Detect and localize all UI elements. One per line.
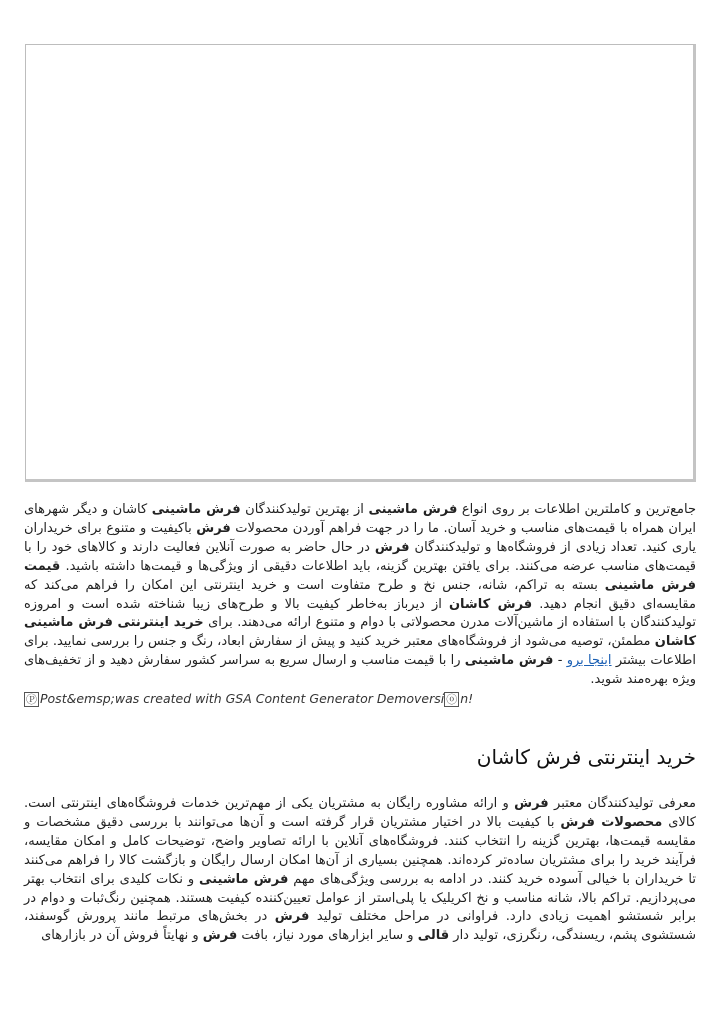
text: معرفی تولیدکنندگان معتبر — [548, 795, 696, 811]
keyword: محصولات فرش — [560, 814, 663, 830]
text: باکیفیت و متنوع برای خریداران یاری کنید. تعداد زیادی از فروشگاه‌ها و تولیدکنندگان — [24, 520, 696, 555]
text: و نکات کلیدی برای انتخاب بهتر می‌پردازیم. تراکم بالا، شانه مناسب و نخ اکریلیک یا پلی‌استر از عوامل تعیین‌کننده کیفیت هستند. همچنین رنگ‌ثبات و دوام در برابر شستشو اهمیت زیادی دارد. فراوانی در مراحل مختلف تولید — [24, 871, 696, 925]
keyword: فرش ماشینی — [368, 502, 458, 517]
keyword: فرش — [196, 520, 231, 536]
keyword: قیمت فرش ماشینی — [24, 558, 696, 593]
keyword: فرش ماشینی کاشان — [24, 615, 696, 650]
text: از بهترین تولیدکنندگان — [240, 502, 369, 517]
intro-paragraph — [24, 501, 696, 690]
missing-glyph-icon: ⓞ — [446, 693, 458, 707]
text: و ارائه مشاوره رایگان به مشتریان یکی از مهم‌ترین خدمات فروشگاه‌های اینترنتی است. کالای — [24, 795, 697, 830]
keyword: فرش — [374, 539, 410, 555]
keyword: فرش ماشینی — [464, 653, 554, 669]
text: با کیفیت بالا در اختیار مشتریان قرار گرفته است و آن‌ها می‌توانند با بررسی دقیق مشخصات و مقایسه قیمت‌ها، بهترین گزینه را انتخاب کنند. فروشگاه‌های آنلاین با ارائه تصاویر واضح، توضیحات کامل و امکان مقایسه، فرآیند خرید را برای مشتریان ساده‌تر کرده‌اند. همچنین بسیاری از آن‌ها امکان ارسال رایگان و بازگشت کالا را فراهم می‌کنند تا خریداران با خیالی آسوده خرید کنند. در ادامه به بررسی ویژگی‌های مهم — [24, 814, 697, 887]
text: - — [553, 653, 567, 669]
keyword: فرش — [274, 909, 310, 925]
keyword: فرش ماشینی — [199, 871, 289, 887]
missing-glyph-icon: Ⓟ — [26, 693, 37, 707]
text: در بخش‌های مرتبط مانند پرورش گوسفند، شستشوی پشم، ریسندگی، رنگرزی، تولید دار — [24, 909, 696, 944]
generator-credit — [24, 690, 696, 710]
more-info-link[interactable]: اینجا برو — [566, 653, 612, 669]
second-paragraph — [24, 795, 696, 946]
text: کاشان و دیگر شهرهای ایران همراه با قیمت‌های مناسب و خرید آسان. ما را در جهت فراهم آوردن محصولات — [24, 502, 696, 536]
keyword: فرش — [202, 928, 238, 944]
keyword: خرید اینترنتی — [117, 615, 204, 631]
keyword: فرش — [514, 795, 549, 811]
keyword: فرش ماشینی — [151, 502, 241, 517]
credit-text: Post&emsp;was created with GSA Content Generator Demoversi — [40, 691, 445, 707]
text: مطمئن، توصیه می‌شود از فروشگاه‌های معتبر خرید کنید و پیش از سفارش ابعاد، رنگ و جنس را بررسی نمایید. برای اطلاعات بیشتر — [24, 634, 696, 669]
section-heading: خرید اینترنتی فرش کاشان — [476, 744, 696, 769]
text: از دیرباز به‌خاطر کیفیت بالا و طرح‌های زیبا شناخته شده است و امروزه تولیدکنندگان با استفاده از ماشین‌آلات مدرن محصولاتی با دوام و متنوع ارائه می‌دهند. برای — [24, 596, 696, 631]
embedded-video-frame[interactable] — [25, 44, 696, 482]
text: و سایر ابزارهای مورد نیاز، بافت — [237, 928, 418, 944]
text: و نهایتاً فروش آن در بازارهای — [41, 928, 203, 944]
text: بسته به تراکم، شانه، جنس نخ و طرح متفاوت است و خرید اینترنتی این امکان را فراهم می‌کند که مقایسه‌ای دقیق انجام دهید. — [24, 577, 696, 612]
keyword: قالی — [417, 928, 450, 944]
text: را با قیمت مناسب و ارسال سریع به سراسر کشور سفارش دهید و از تخفیف‌های ویژه بهره‌مند شوید. — [24, 653, 696, 688]
article-body — [24, 501, 696, 946]
text: در حال حاضر به صورت آنلاین فعالیت دارند و کالاهای خود را با قیمت‌های مناسب عرضه می‌کنند. برای یافتن بهترین گزینه، باید اطلاعات دقیقی از ویژگی‌ها و قیمت‌ها داشته باشید. — [24, 539, 696, 574]
text: جامع‌ترین و کاملترین اطلاعات بر روی انواع — [457, 502, 696, 517]
credit-text: n! — [460, 691, 474, 707]
keyword: فرش کاشان — [448, 596, 533, 612]
